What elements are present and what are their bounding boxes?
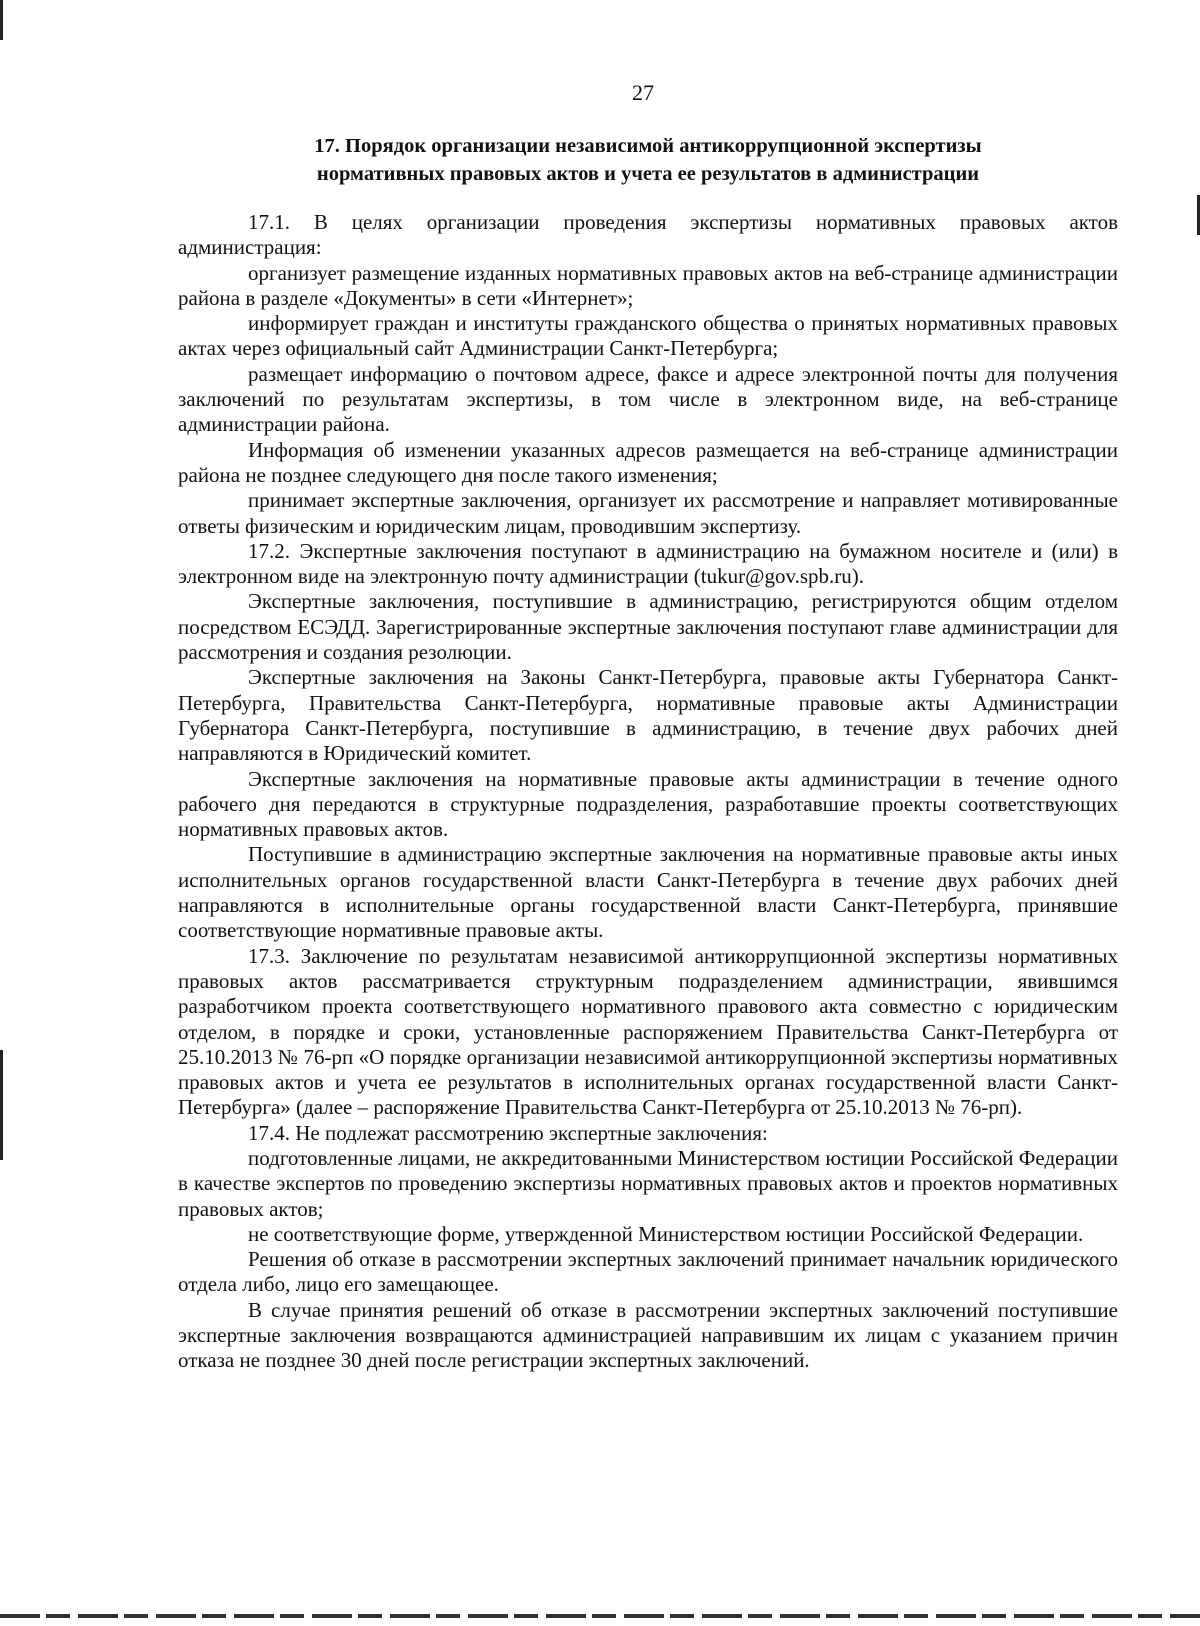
paragraph: Экспертные заключения, поступившие в администрацию, регистрируются общим отделом посредством ЕСЭДД. Зарегистрированные экспертные заключения поступают главе администрации для рассмотрения и создания резолюции. <box>178 589 1118 665</box>
scan-artifact-line <box>0 1614 1200 1618</box>
paragraph: 17.3. Заключение по результатам независимой антикоррупционной экспертизы нормативных правовых актов рассматривается структурным подразделением администрации, явившимся разработчиком проекта соответствующего нормативного правового акта совместно с юридическим отделом, в порядке и сроки, установленные распоряжением Правительства Санкт-Петербурга от 25.10.2013 № 76-рп «О порядке организации независимой антикоррупционной экспертизы нормативных правовых актов и учета ее результатов в исполнительных органах государственной власти Санкт-Петербурга» (далее – распоряжение Правительства Санкт-Петербурга от 25.10.2013 № 76-рп). <box>178 943 1118 1120</box>
paragraph: принимает экспертные заключения, организует их рассмотрение и направляет мотивированные ответы физическим и юридическим лицам, проводившим экспертизу. <box>178 488 1118 538</box>
paragraph: Экспертные заключения на Законы Санкт-Петербурга, правовые акты Губернатора Санкт-Петербурга, Правительства Санкт-Петербурга, нормативные правовые акты Администрации Губернатора Санкт-Петербурга, поступившие в администрацию, в течение двух рабочих дней направляются в Юридический комитет. <box>178 665 1118 766</box>
document-body <box>178 210 1118 1374</box>
paragraph: В случае принятия решений об отказе в рассмотрении экспертных заключений поступившие экспертные заключения возвращаются администрацией направившим их лицам с указанием причин отказа не позднее 30 дней после регистрации экспертных заключений. <box>178 1297 1118 1373</box>
section-heading <box>178 132 1118 188</box>
paragraph: организует размещение изданных нормативных правовых актов на веб-странице администрации района в разделе «Документы» в сети «Интернет»; <box>178 260 1118 310</box>
scan-edge-mark <box>0 1050 3 1160</box>
paragraph: информирует граждан и институты гражданского общества о принятых нормативных правовых актах через официальный сайт Администрации Санкт-Петербурга; <box>178 311 1118 361</box>
section-heading-line: 17. Порядок организации независимой антикоррупционной экспертизы <box>314 135 982 157</box>
paragraph: 17.4. Не подлежат рассмотрению экспертные заключения: <box>248 1120 768 1145</box>
paragraph: Решения об отказе в рассмотрении экспертных заключений принимает начальник юридического отдела либо, лицо его замещающее. <box>178 1247 1118 1297</box>
paragraph: размещает информацию о почтовом адресе, факсе и адресе электронной почты для получения заключений по результатам экспертизы, в том числе в электронном виде, на веб-странице администрации района. <box>178 361 1118 437</box>
scan-edge-mark <box>0 0 3 40</box>
paragraph: не соответствующие форме, утвержденной Министерством юстиции Российской Федерации. <box>248 1221 1084 1246</box>
paragraph: подготовленные лицами, не аккредитованными Министерством юстиции Российской Федерации в качестве экспертов по проведению экспертизы нормативных правовых актов и проектов нормативных правовых актов; <box>178 1145 1118 1221</box>
paragraph: Поступившие в администрацию экспертные заключения на нормативные правовые акты иных исполнительных органов государственной власти Санкт-Петербурга в течение двух рабочих дней направляются в исполнительные органы государственной власти Санкт-Петербурга, принявшие соответствующие нормативные правовые акты. <box>178 842 1118 943</box>
paragraph: Информация об изменении указанных адресов размещается на веб-странице администрации района не позднее следующего дня после такого изменения; <box>178 437 1118 487</box>
paragraph: Экспертные заключения на нормативные правовые акты администрации в течение одного рабочего дня передаются в структурные подразделения, разработавшие проекты соответствующих нормативных правовых актов. <box>178 766 1118 842</box>
page-number: 27 <box>632 80 654 105</box>
paragraph: 17.2. Экспертные заключения поступают в администрацию на бумажном носителе и (или) в электронном виде на электронную почту администрации (tukur@gov.spb.ru). <box>178 538 1118 589</box>
section-heading-line: нормативных правовых актов и учета ее результатов в администрации <box>316 163 980 185</box>
paragraph: 17.1. В целях организации проведения экспертизы нормативных правовых актов администрация: <box>178 210 1118 260</box>
